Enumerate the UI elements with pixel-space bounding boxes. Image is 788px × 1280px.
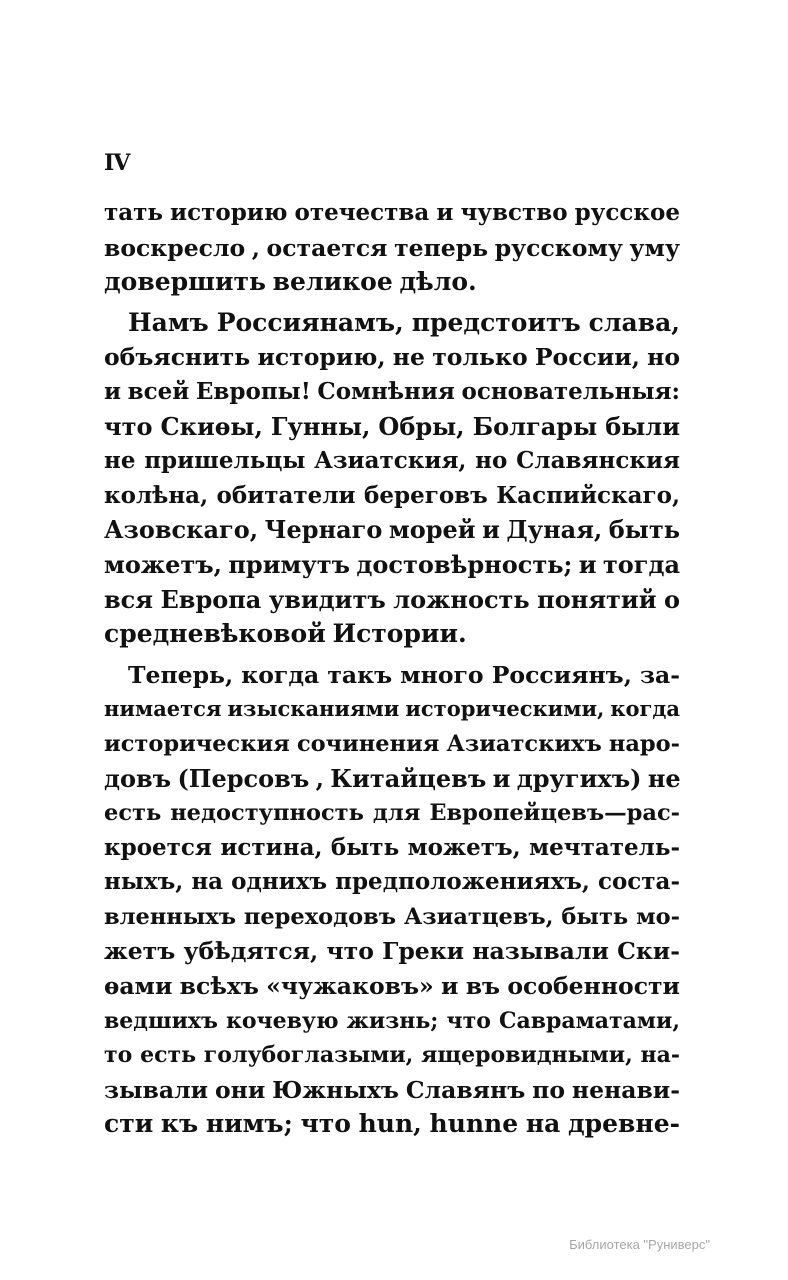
text-line: зывали они Южныхъ Славянъ по ненави-	[104, 1075, 680, 1104]
text-line: средневѣковой Истории.	[104, 619, 467, 649]
text-line: тать историю отечества и чувство русское	[104, 199, 680, 226]
text-line: что Скиѳы, Гунны, Обры, Болгары были	[104, 411, 680, 441]
text-line: колѣна, обитатели береговъ Каспийскаго,	[104, 481, 680, 509]
text-line: сти къ нимъ; что hun, hunne на древне-	[104, 1109, 680, 1139]
text-line: можетъ, примутъ достовѣрность; и тогда	[104, 549, 681, 579]
text-line: объяснить историю, не только России, но	[104, 343, 680, 372]
text-line: воскресло , остается теперь русскому уму	[104, 233, 680, 262]
text-line: вся Европа увидитъ ложность понятий о	[104, 584, 680, 614]
text-line: ведшихъ кочевую жизнь; что Савраматами,	[104, 1007, 680, 1034]
text-line: историческия сочинения Азиатскихъ наро-	[104, 730, 680, 757]
text-line: и всей Европы! Сомнѣния основательныя:	[104, 377, 680, 405]
text-line: Азовскаго, Чернаго морей и Дуная, быть	[104, 515, 680, 545]
text-line: Намъ Россиянамъ, предстоитъ слава,	[128, 307, 680, 337]
text-line: есть недоступность для Европейцевъ—рас-	[104, 800, 680, 827]
text-line: ныхъ, на однихъ предположенияхъ, соста-	[104, 868, 680, 896]
text-line: жетъ убѣдятся, что Греки называли Ски-	[104, 937, 680, 966]
body-text	[104, 196, 680, 1142]
text-line: ѳами всѣхъ «чужаковъ» и въ особенности	[104, 972, 680, 1001]
text-line: кроется истина, быть можетъ, мечтатель-	[104, 833, 680, 861]
text-line: довъ (Персовъ , Китайцевъ и другихъ) не	[104, 763, 681, 793]
text-line: довершить великое дѣло.	[104, 267, 477, 297]
text-line: нимается изысканиями историческими, когда	[104, 696, 680, 722]
text-line: не пришельцы Азиатския, но Славянския	[104, 447, 680, 475]
page-number: IV	[104, 150, 130, 176]
library-watermark: Библиотека "Руниверс"	[569, 1237, 710, 1252]
text-line: то есть голубоглазыми, ящеровидными, на-	[104, 1042, 680, 1069]
text-line: Теперь, когда такъ много Россиянъ, за-	[128, 660, 680, 689]
text-line: вленныхъ переходовъ Азиатцевъ, быть мо-	[104, 903, 680, 930]
